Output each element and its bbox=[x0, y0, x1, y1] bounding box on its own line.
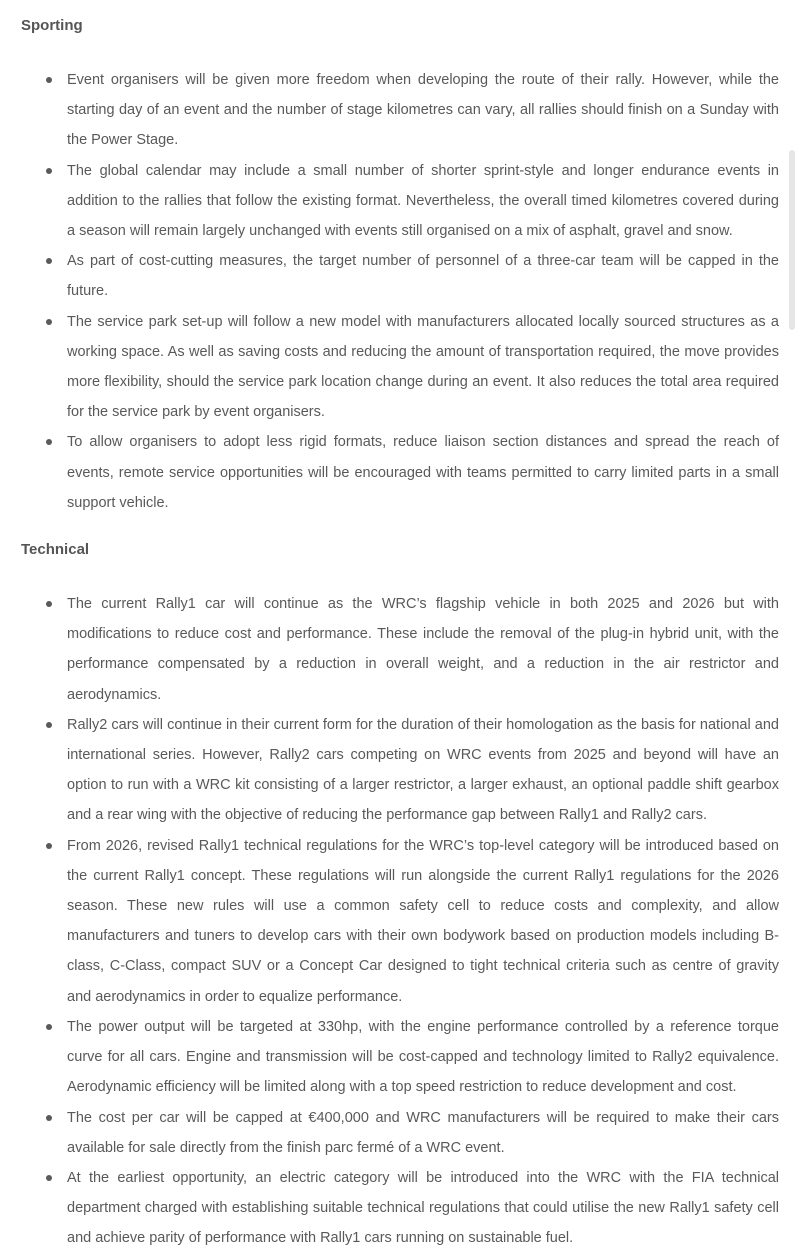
list-item-text: At the earliest opportunity, an electric category will be introduced into the WRC with the FIA technical department charged with establishing suitable technical regulations that could utilise the new Rally1 safety cell and achieve parity of performance with Rally1 cars running on sustainable fuel. bbox=[67, 1169, 779, 1247]
list-item bbox=[67, 589, 779, 710]
list-item-text: The current Rally1 car will continue as the WRC’s flagship vehicle in both 2025 and 2026 but with modifications to reduce cost and performance. These include the removal of the plug-in hybrid unit, with the performance compensated by a reduction in overall weight, and a reduction in the air restrictor and aerodynamics. bbox=[67, 596, 779, 703]
bullet-icon bbox=[46, 439, 52, 445]
list-item bbox=[67, 1163, 779, 1254]
section-heading-sporting: Sporting bbox=[21, 17, 83, 34]
list-item-text: From 2026, revised Rally1 technical regulations for the WRC’s top-level category will be introduced based on the current Rally1 concept. These regulations will run alongside the current Rally1 regulations for the 2026 season. These new rules will use a common safety cell to reduce costs and complexity, and allow manufacturers and tuners to develop cars with their own bodywork based on production models including B-class, C-Class, compact SUV or a Concept Car designed to tight technical criteria such as centre of gravity and aerodynamics in order to equalize performance. bbox=[67, 837, 779, 1005]
bullet-icon bbox=[46, 601, 52, 607]
list-item-text: To allow organisers to adopt less rigid formats, reduce liaison section distances and spread the reach of events, remote service opportunities will be encouraged with teams permitted to carry limited parts in a small support vehicle. bbox=[67, 434, 779, 511]
bullet-icon bbox=[46, 722, 52, 728]
bullet-icon bbox=[46, 168, 52, 174]
list-item-text: Rally2 cars will continue in their current form for the duration of their homologation as the basis for national and international series. However, Rally2 cars competing on WRC events from 2025 and beyond will have an option to run with a WRC kit consisting of a larger restrictor, a larger exhaust, an optional paddle shift gearbox and a rear wing with the objective of reducing the performance gap between Rally1 and Rally2 cars. bbox=[67, 716, 779, 824]
list-item-text: The global calendar may include a small number of shorter sprint-style and longer endurance events in addition to the rallies that follow the existing format. Nevertheless, the overall timed kilometres covered during a season will remain largely unchanged with events still organised on a mix of asphalt, gravel and snow. bbox=[67, 162, 779, 240]
list-item-text: The service park set-up will follow a new model with manufacturers allocated locally sourced structures as a working space. As well as saving costs and reducing the amount of transportation required, the move provides more flexibility, should the service park location change during an event. It also reduces the total area required for the service park by event organisers. bbox=[67, 313, 779, 421]
list-item bbox=[67, 1103, 779, 1163]
list-item-text: Event organisers will be given more freedom when developing the route of their rally. However, while the starting day of an event and the number of stage kilometres can vary, all rallies should finish on a Sunday with the Power Stage. bbox=[67, 72, 779, 149]
list-item bbox=[67, 710, 779, 831]
list-item-text: The power output will be targeted at 330hp, with the engine performance controlled by a reference torque curve for all cars. Engine and transmission will be cost-capped and technology limited to Rally2 equivalence. Aerodynamic efficiency will be limited along with a top speed restriction to reduce development and cost. bbox=[67, 1018, 779, 1096]
list-item-text: As part of cost-cutting measures, the target number of personnel of a three-car team will be capped in the future. bbox=[67, 253, 779, 300]
list-item bbox=[67, 246, 779, 306]
bullet-icon bbox=[46, 1175, 52, 1181]
list-item bbox=[67, 831, 779, 1012]
section-heading-technical: Technical bbox=[21, 541, 90, 559]
bullet-icon bbox=[46, 1115, 52, 1121]
bullet-icon bbox=[46, 843, 52, 849]
list-item-text: The cost per car will be capped at €400,000 and WRC manufacturers will be required to make their cars available for sale directly from the finish parc fermé of a WRC event. bbox=[67, 1109, 779, 1156]
scrollbar[interactable] bbox=[789, 150, 795, 330]
bullet-icon bbox=[46, 1024, 52, 1030]
list-item bbox=[67, 427, 779, 518]
bullet-icon bbox=[46, 258, 52, 264]
list-item bbox=[67, 307, 779, 428]
technical-list bbox=[0, 589, 800, 1253]
bullet-icon bbox=[46, 77, 52, 83]
list-item bbox=[67, 156, 779, 247]
sporting-list bbox=[0, 65, 800, 518]
list-item bbox=[67, 65, 779, 156]
bullet-icon bbox=[46, 319, 52, 325]
list-item bbox=[67, 1012, 779, 1103]
